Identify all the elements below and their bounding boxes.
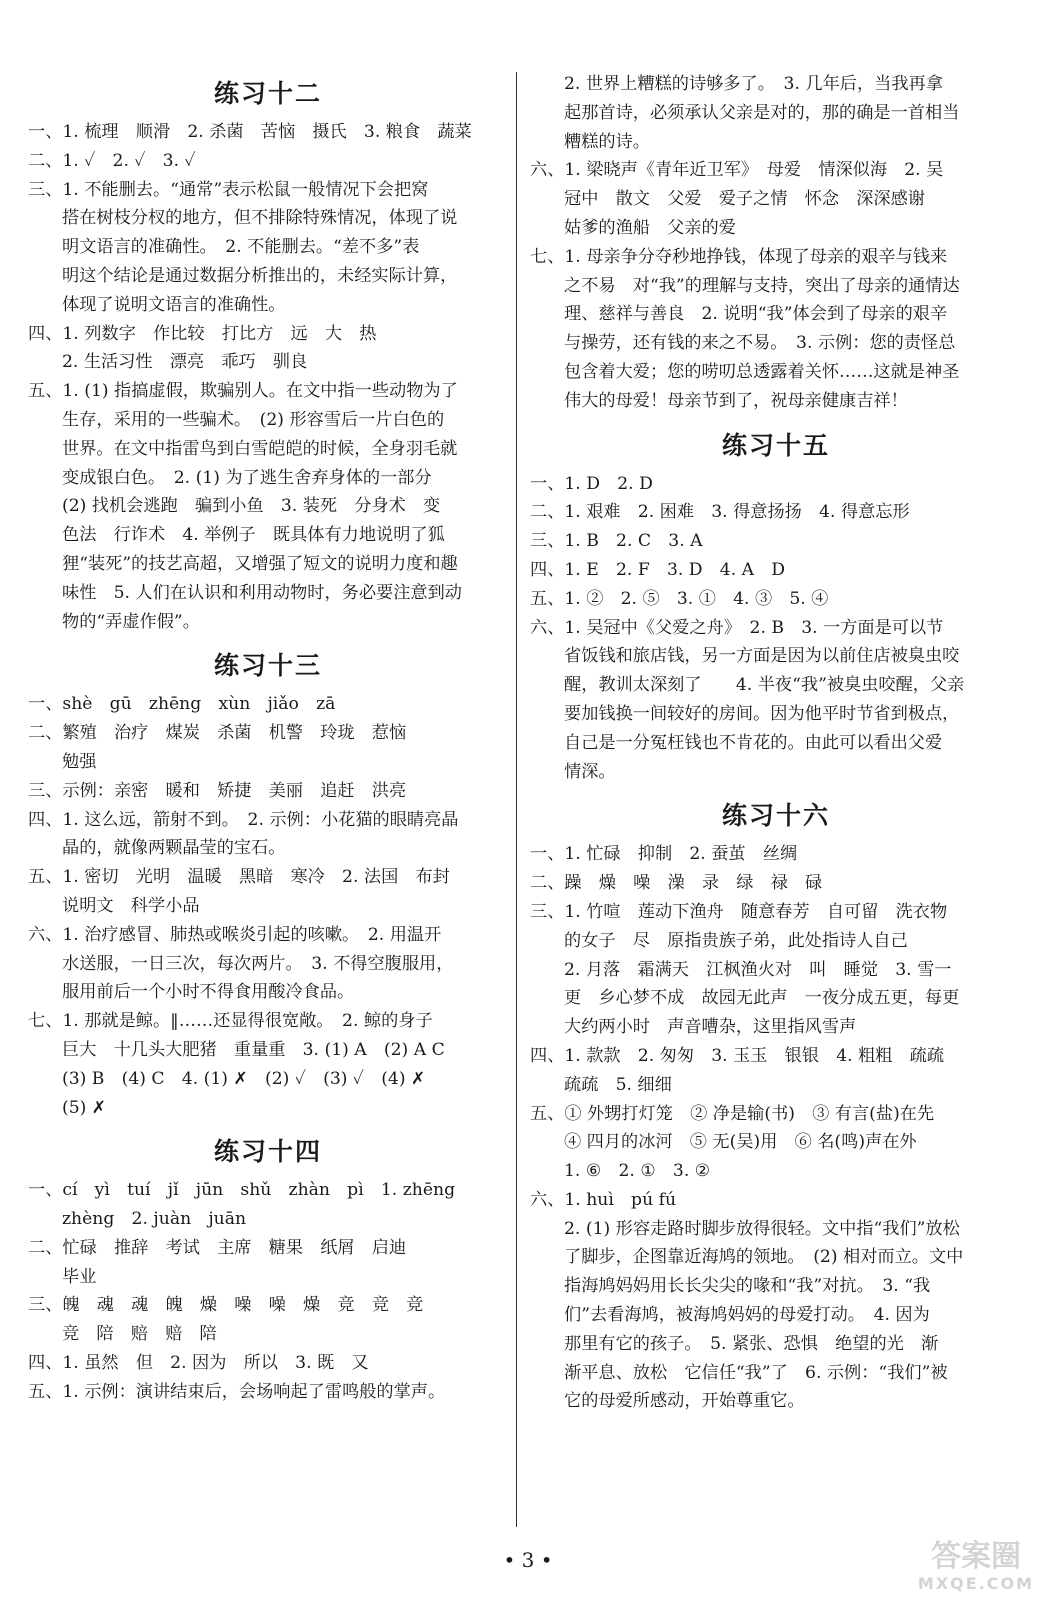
answer-line: 二、1. ✓ 2. ✓ 3. ✓ — [28, 150, 196, 171]
answer-line: 物的“弄虚作假”。 — [62, 611, 200, 632]
answer-line: 味性 5. 人们在认识和利用动物时，务必要注意到动 — [62, 582, 462, 603]
answer-line: 2. 月落 霜满天 江枫渔火对 叫 睡觉 3. 雪一 — [564, 959, 952, 980]
answer-line: 六、1. 吴冠中《父爱之舟》 2. B 3. 一方面是可以节 — [530, 617, 944, 638]
answer-line: 六、1. 梁晓声《青年近卫军》 母爱 情深似海 2. 吴 — [530, 160, 944, 181]
left-column — [28, 70, 508, 1407]
answer-line: 一、1. D 2. D — [530, 473, 653, 494]
answer-line: 一、cí yì tuí jǐ jūn shǔ zhàn pì 1. zhēng — [28, 1180, 456, 1201]
answer-line: 2. 世界上糟糕的诗够多了。 3. 几年后，当我再拿 — [564, 74, 943, 94]
watermark-logo — [916, 1540, 1036, 1596]
answer-line: 二、1. 艰难 2. 困难 3. 得意扬扬 4. 得意忘形 — [530, 502, 910, 523]
answer-line: (3) B (4) C 4. (1) ✗ (2) ✓ (3) ✓ (4) ✗ — [62, 1068, 426, 1089]
answer-line: 理、慈祥与善良 2. 说明“我”体会到了母亲的艰辛 — [564, 304, 948, 325]
answer-line: 体现了说明文语言的准确性。 — [62, 294, 286, 315]
answer-line: 指海鸠妈妈用长长尖尖的喙和“我”对抗。 3. “我 — [564, 1276, 931, 1297]
answer-line: 2. 生活习性 漂亮 乖巧 驯良 — [62, 352, 308, 373]
watermark-bottom: MXQE.COM — [917, 1574, 1035, 1593]
answer-line: 姑爹的渔船 父亲的爱 — [564, 217, 736, 238]
answer-line: 伟大的母爱！母亲节到了，祝母亲健康吉祥！ — [564, 390, 908, 411]
answer-line: 五、1. 示例：演讲结束后，会场响起了雷鸣般的掌声。 — [28, 1381, 446, 1402]
answer-line: 三、1. 不能删去。“通常”表示松鼠一般情况下会把窝 — [28, 179, 429, 200]
answer-line: 五、① 外甥打灯笼 ② 净是输(书) ③ 有言(盐)在先 — [530, 1103, 935, 1124]
answer-line: 大约两小时 声音嘈杂，这里指风雪声 — [564, 1017, 857, 1038]
answer-line: 省饭钱和旅店钱，另一方面是因为以前住店被臭虫咬 — [564, 646, 960, 667]
section-gap — [28, 636, 508, 642]
answer-line: 一、1. 梳理 顺滑 2. 杀菌 苦恼 摄氏 3. 粮食 蔬菜 — [28, 122, 472, 142]
answer-line: 1. ⑥ 2. ① 3. ② — [564, 1161, 711, 1182]
section-title: 练习十四 — [213, 1137, 322, 1167]
answer-line: 包含着大爱；您的唠叨总透露着关怀……这就是神圣 — [564, 361, 960, 382]
section-gap — [530, 786, 1022, 792]
section-title: 练习十三 — [213, 651, 322, 681]
answer-line: 四、1. 虽然 但 2. 因为 所以 3. 既 又 — [28, 1353, 369, 1374]
answer-line: 二、忙碌 推辞 考试 主席 糖果 纸屑 启迪 — [28, 1237, 407, 1258]
right-column — [530, 70, 1022, 1416]
answer-line: 水送服，一日三次，每次两片。 3. 不得空腹服用， — [62, 953, 454, 974]
answer-line: 五、1. 密切 光明 温暖 黑暗 寒冷 2. 法国 布封 — [28, 867, 450, 888]
column-divider — [516, 72, 517, 1527]
answer-line: 世界。在文中指雷鸟到白雪皑皑的时候，全身羽毛就 — [62, 438, 458, 459]
answer-line: 狸“装死”的技艺高超，又增强了短文的说明力度和趣 — [62, 553, 458, 574]
answer-line: 那里有它的孩子。 5. 紧张、恐惧 绝望的光 渐 — [564, 1333, 939, 1354]
answer-line: 起那首诗，必须承认父亲是对的，那的确是一首相当 — [564, 102, 960, 123]
answer-line: 情深。 — [564, 761, 616, 782]
answer-line: 二、躁 燥 噪 澡 录 绿 禄 碌 — [530, 873, 823, 894]
watermark-top: 答案圈 — [931, 1539, 1021, 1574]
answer-line: 五、1. ② 2. ⑤ 3. ① 4. ③ 5. ④ — [530, 588, 829, 609]
answer-line: 三、魄 魂 魂 魄 燥 噪 噪 燥 竞 竞 竞 — [28, 1295, 424, 1316]
answer-line: 说明文 科学小品 — [62, 895, 200, 916]
section-title: 练习十六 — [721, 801, 830, 831]
answer-line: 色法 行诈术 4. 举例子 既具体有力地说明了狐 — [62, 525, 445, 546]
answer-line: 勉强 — [62, 751, 97, 772]
answer-line: 它的母爱所感动，开始尊重它。 — [564, 1391, 805, 1412]
answer-line: 要加钱换一间较好的房间。因为他平时节省到极点， — [564, 703, 960, 724]
answer-line: 糟糕的诗。 — [564, 131, 650, 152]
answer-line: 一、1. 忙碌 抑制 2. 蚕茧 丝绸 — [530, 844, 798, 865]
answer-line: 五、1. (1) 指搞虚假，欺骗别人。在文中指一些动物为了 — [28, 381, 458, 402]
answer-line: 的女子 尽 原指贵族子弟，此处指诗人自己 — [564, 930, 908, 951]
answer-line: 疏疏 5. 细细 — [564, 1074, 672, 1095]
answer-line: 三、1. 竹喧 莲动下渔舟 随意春芳 自可留 洗衣物 — [530, 901, 948, 922]
answer-line: 渐平息、放松 它信任“我”了 6. 示例：“我们”被 — [564, 1362, 948, 1383]
answer-line: 三、1. B 2. C 3. A — [530, 531, 703, 552]
answer-line: 之不易 对“我”的理解与支持，突出了母亲的通情达 — [564, 275, 960, 296]
section-title: 练习十五 — [721, 430, 830, 460]
answer-line: 七、1. 母亲争分夺秒地挣钱，体现了母亲的艰辛与钱来 — [530, 246, 948, 267]
answer-line: 巨大 十几头大肥猪 重量重 3. (1) A (2) A C — [62, 1039, 445, 1060]
answer-line: ④ 四月的冰河 ⑤ 无(吴)用 ⑥ 名(鸣)声在外 — [564, 1132, 917, 1153]
answer-line: 竞 陪 赔 赔 陪 — [62, 1324, 217, 1345]
answer-line: 更 乡心梦不成 故园无此声 一夜分成五更，每更 — [564, 988, 960, 1009]
answer-line: 四、1. 列数字 作比较 打比方 远 大 热 — [28, 323, 377, 344]
answer-line: 六、1. 治疗感冒、肺热或喉炎引起的咳嗽。 2. 用温开 — [28, 924, 442, 945]
answer-line: 们”去看海鸠，被海鸠妈妈的母爱打动。 4. 因为 — [564, 1305, 930, 1326]
section-title: 练习十二 — [213, 79, 322, 108]
answer-line: 晶的，就像两颗晶莹的宝石。 — [62, 838, 286, 859]
section-gap — [530, 416, 1022, 422]
answer-line: 四、1. E 2. F 3. D 4. A D — [530, 559, 786, 580]
answer-line: 自己是一分冤枉钱也不肯花的。由此可以看出父爱 — [564, 732, 943, 753]
answer-line: 二、繁殖 治疗 煤炭 杀菌 机警 玲珑 惹恼 — [28, 723, 407, 744]
answer-line: 七、1. 那就是鲸。‖……还显得很宽敞。 2. 鲸的身子 — [28, 1011, 433, 1032]
answer-line: 了脚步，企图靠近海鸠的领地。 (2) 相对而立。文中 — [564, 1247, 964, 1268]
answer-line: 三、示例：亲密 暖和 矫捷 美丽 追赶 洪亮 — [28, 780, 407, 801]
answer-line: 与操劳，还有钱的来之不易。 3. 示例：您的责怪总 — [564, 333, 956, 354]
page-number: • 3 • — [503, 1548, 553, 1572]
answer-line: 六、1. huì pú fú — [530, 1189, 677, 1210]
answer-line: 搭在树枝分杈的地方，但不排除特殊情况，体现了说 — [62, 208, 458, 229]
answer-line: 一、shè gū zhēng xùn jiǎo zā — [28, 694, 336, 715]
answer-line: 冠中 散文 父爱 爱子之情 怀念 深深感谢 — [564, 189, 925, 210]
answer-line: 服用前后一个小时不得食用酸冷食品。 — [62, 982, 355, 1003]
answer-line: (2) 找机会逃跑 骗到小鱼 3. 装死 分身术 变 — [62, 496, 441, 517]
answer-line: 生存，采用的一些骗术。 (2) 形容雪后一片白色的 — [62, 409, 445, 430]
answer-line: 醒，教训太深刻了 4. 半夜“我”被臭虫咬醒，父亲 — [564, 675, 965, 696]
answer-line: 2. (1) 形容走路时脚步放得很轻。文中指“我们”放松 — [564, 1218, 960, 1239]
answer-line: zhèng 2. juàn juān — [62, 1209, 247, 1230]
answer-line: 四、1. 这么远，箭射不到。 2. 示例：小花猫的眼睛亮晶 — [28, 809, 459, 830]
answer-line: 毕业 — [62, 1266, 97, 1287]
answer-line: 明文语言的准确性。 2. 不能删去。“差不多”表 — [62, 237, 420, 258]
answer-line: (5) ✗ — [62, 1097, 107, 1118]
answer-line: 变成银白色。 2. (1) 为了逃生舍弃身体的一部分 — [62, 467, 432, 488]
section-gap — [28, 1122, 508, 1128]
answer-line: 明这个结论是通过数据分析推出的，未经实际计算， — [62, 265, 458, 286]
answer-line: 四、1. 款款 2. 匆匆 3. 玉玉 银银 4. 粗粗 疏疏 — [530, 1045, 945, 1066]
